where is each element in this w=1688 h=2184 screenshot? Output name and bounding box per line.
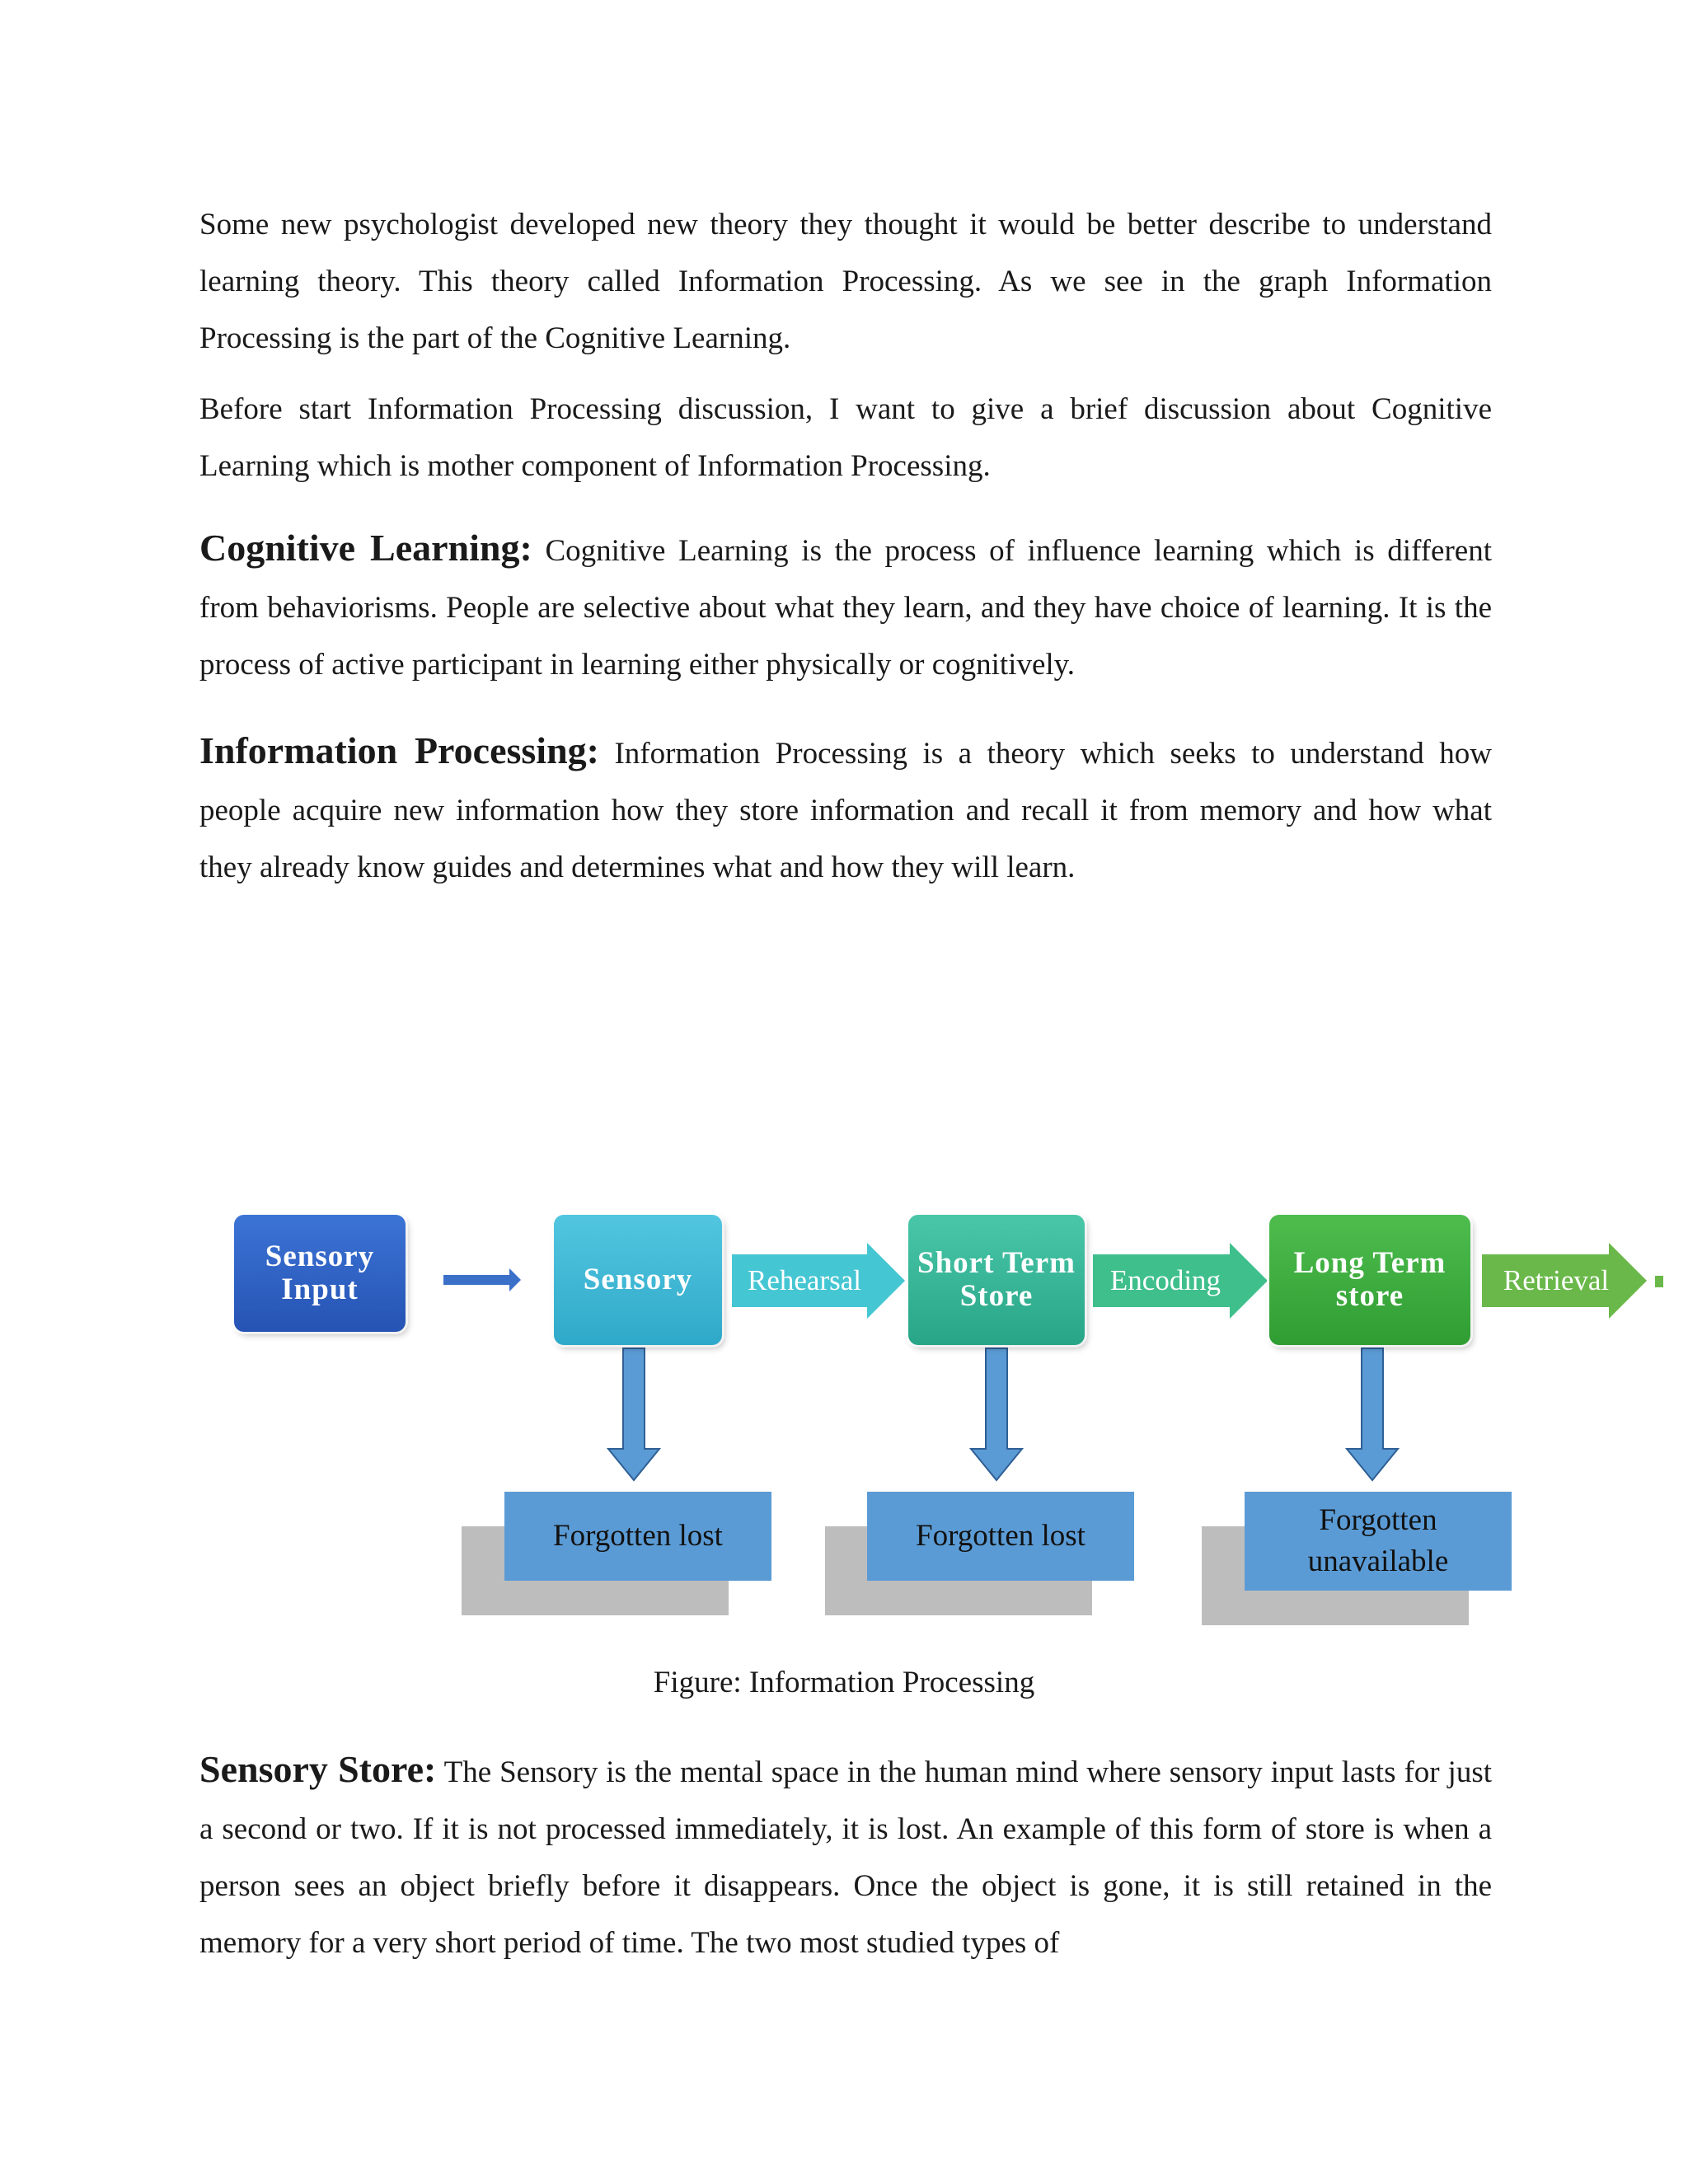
cutoff-marker-icon <box>1655 1276 1663 1287</box>
outcome-long-term-line1: Forgotten <box>1319 1503 1437 1537</box>
outcome-sensory-text: Forgotten lost <box>553 1519 723 1553</box>
sensory-box-label: Sensory <box>583 1263 693 1296</box>
paragraph-information-processing <box>199 722 1492 896</box>
encoding-label: Encoding <box>1109 1264 1221 1296</box>
down-arrow-icon <box>608 1348 659 1480</box>
outcome-box-short-term <box>867 1492 1134 1581</box>
long-term-line2: store <box>1335 1279 1404 1313</box>
paragraph-cognitive-learning <box>199 519 1492 693</box>
short-term-line2: Store <box>959 1279 1034 1313</box>
paragraph-before-start <box>199 381 1492 494</box>
heading-sensory-store: Sensory Store: <box>199 1748 437 1790</box>
outcome-long-term-line2: unavailable <box>1307 1544 1449 1578</box>
retrieval-label: Retrieval <box>1503 1264 1610 1296</box>
heading-cognitive-learning: Cognitive Learning: <box>199 527 532 569</box>
down-arrow-icon <box>1347 1348 1398 1480</box>
sensory-input-box <box>234 1215 406 1332</box>
rehearsal-label: Rehearsal <box>748 1264 861 1296</box>
paragraph-intro <box>199 196 1492 367</box>
short-term-line1: Short Term <box>917 1246 1076 1280</box>
outcome-box-sensory <box>504 1492 771 1581</box>
sensory-box <box>554 1215 722 1345</box>
paragraph-cognitive-learning-text: Cognitive Learning is the process of influence learning which is different from behaviorisms. People are selective about what they learn, and they have choice of learning. It is the process of active participant in learning either physically or cognitively. <box>199 534 1493 682</box>
paragraph-sensory-store-text: The Sensory is the mental space in the human mind where sensory input lasts for just a second or two. If it is not processed immediately, it is lost. An example of this form of store is when a person sees an object briefly before it disappears. Once the object is gone, it is still retained in the memory for a very short period of time. The two most studied types of <box>199 1755 1492 1960</box>
sensory-input-line1: Sensory <box>265 1240 375 1273</box>
down-arrow-icon <box>971 1348 1022 1480</box>
information-processing-diagram <box>0 1187 1688 1648</box>
outcome-short-term-text: Forgotten lost <box>916 1519 1085 1553</box>
paragraph-information-processing-text: Information Processing is a theory which seeks to understand how people acquire new information how they store information and recall it from memory and how what they already know guides and determines what and how they will learn. <box>199 737 1492 884</box>
input-arrow-icon <box>443 1268 521 1291</box>
paragraph-sensory-store <box>199 1741 1492 1971</box>
long-term-line1: Long Term <box>1293 1246 1447 1280</box>
long-term-store-box <box>1269 1215 1470 1345</box>
figure-caption: Figure: Information Processing <box>653 1666 1035 1699</box>
paragraph-intro-text: Some new psychologist developed new theory they thought it would be better describe to understand learning theory. This theory called Information Processing. As we see in the graph Information Processing is the part of the Cognitive Learning. <box>199 208 1492 355</box>
heading-information-processing: Information Processing: <box>199 729 599 771</box>
sensory-input-line2: Input <box>281 1272 359 1306</box>
paragraph-before-start-text: Before start Information Processing discussion, I want to give a brief discussion about Cognitive Learning which is mother component of Information Processing. <box>199 392 1492 483</box>
outcome-box-long-term <box>1245 1492 1512 1591</box>
short-term-store-box <box>908 1215 1085 1345</box>
